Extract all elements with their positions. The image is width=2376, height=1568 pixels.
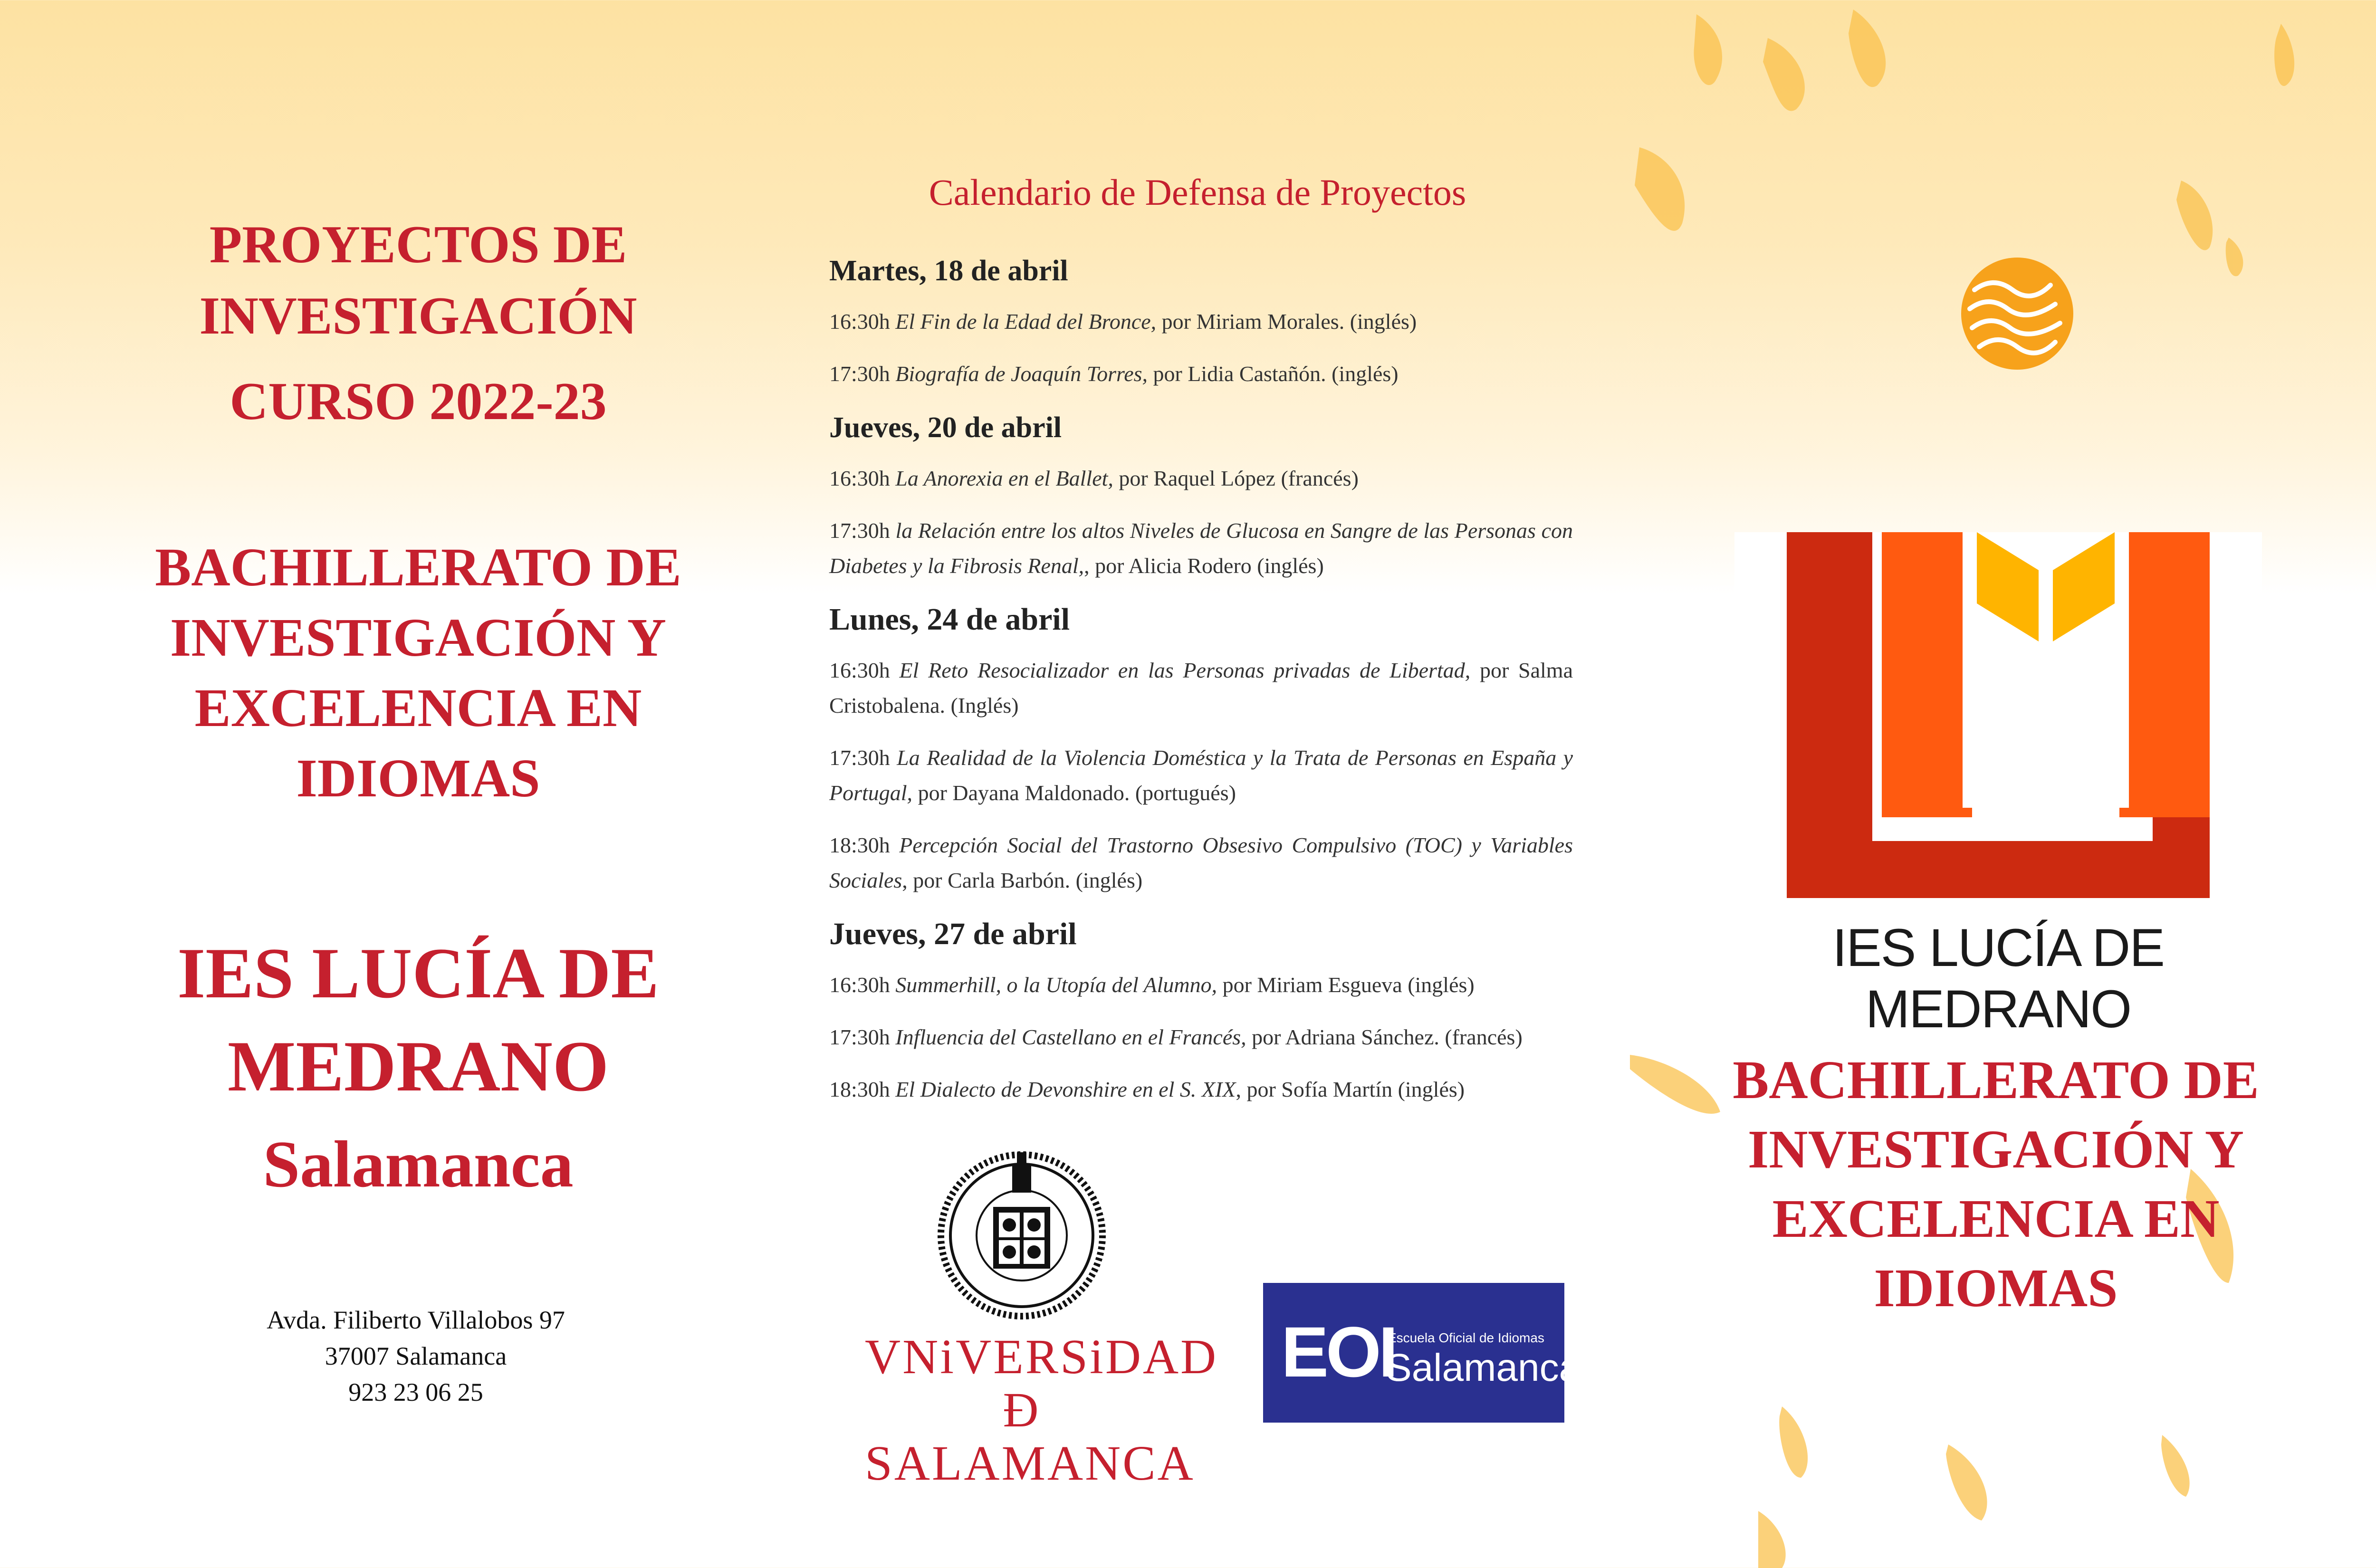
talk-time: 16:30h: [829, 973, 890, 997]
talk-time: 16:30h: [829, 466, 890, 490]
school-name: [0, 927, 836, 1113]
eoi-city: Salamanca: [1386, 1346, 1581, 1389]
title-line-2: INVESTIGACIÓN: [199, 287, 637, 345]
talk-presenter: , por Sofía Martín (inglés): [1236, 1077, 1465, 1101]
address-block: [166, 1302, 665, 1410]
calendar-title: Calendario de Defensa de Proyectos: [929, 172, 1466, 213]
talk-title: la Relación entre los altos Niveles de Glucosa en Sangre de las Personas con Diabetes y la Fibrosis Renal,: [829, 518, 1573, 578]
eoi-acronym: EOI: [1281, 1312, 1396, 1392]
lm-monogram-icon: [1734, 532, 2262, 912]
talk-time: 18:30h: [829, 833, 890, 857]
talk-entry: [829, 828, 1573, 898]
talk-title: La Anorexia en el Ballet,: [895, 466, 1113, 490]
address-street: Avda. Filiberto Villalobos 97: [267, 1306, 565, 1334]
talk-title: El Reto Resocializador en las Personas privadas de Libertad,: [899, 658, 1471, 682]
program-line: INVESTIGACIÓN Y: [170, 607, 667, 668]
talk-time: 17:30h: [829, 518, 890, 543]
day-heading: Jueves, 20 de abril: [829, 411, 1062, 444]
usal-line-2: Ð SALAMANCA: [865, 1383, 1195, 1491]
program-line: EXCELENCIA EN: [194, 678, 642, 738]
talk-time: 17:30h: [829, 1025, 890, 1049]
talk-presenter: por Lidia Castañón. (inglés): [1148, 362, 1399, 386]
talk-presenter: por Salma Cristobalena. (Inglés): [829, 658, 1573, 717]
talk-time: 18:30h: [829, 1077, 890, 1101]
talk-time: 17:30h: [829, 362, 890, 386]
address-phone: 923 23 06 25: [348, 1378, 483, 1406]
talk-presenter: por Dayana Maldonado. (portugués): [912, 781, 1236, 805]
round-emblem-icon: [1960, 257, 2074, 371]
talk-title: El Fin de la Edad del Bronce,: [895, 309, 1157, 334]
program-name: [0, 532, 836, 813]
ies-logo-wordmark: IES LUCÍA DE MEDRANO: [1832, 918, 2165, 1039]
talk-presenter: , por Alicia Rodero (inglés): [1084, 554, 1324, 578]
talk-time: 16:30h: [829, 309, 890, 334]
talk-entry: [829, 1020, 1573, 1055]
course-year: CURSO 2022-23: [230, 372, 607, 431]
talk-entry: [829, 461, 1573, 496]
program-name-right: [1677, 1045, 2314, 1323]
talk-time: 17:30h: [829, 746, 890, 770]
usal-seal-icon: [865, 1145, 1178, 1326]
talk-entry: [829, 653, 1573, 723]
address-postal: 37007 Salamanca: [325, 1342, 507, 1370]
program-line: BACHILLERATO DE: [1733, 1050, 2259, 1110]
program-line: INVESTIGACIÓN Y: [1747, 1119, 2244, 1179]
eoi-full-name: Escuela Oficial de Idiomas: [1388, 1330, 1544, 1345]
program-line: BACHILLERATO DE: [155, 537, 681, 597]
title-line-1: PROYECTOS DE: [209, 215, 627, 274]
city-name: Salamanca: [263, 1128, 574, 1201]
program-line: IDIOMAS: [1874, 1258, 2118, 1318]
talk-presenter: por Raquel López (francés): [1113, 466, 1359, 490]
talk-entry: [829, 740, 1573, 811]
program-line: EXCELENCIA EN: [1772, 1188, 2220, 1249]
talk-title: Percepción Social del Trastorno Obsesivo Compulsivo (TOC) y Variables Sociales: [829, 833, 1573, 892]
left-panel: [0, 0, 836, 1568]
school-line: MEDRANO: [227, 1026, 609, 1106]
projects-title: [0, 209, 836, 437]
talk-entry: [829, 967, 1573, 1003]
talk-title: Summerhill, o la Utopía del Alumno,: [895, 973, 1217, 997]
usal-wordmark: [865, 1329, 1218, 1491]
talk-presenter: por Miriam Esgueva (inglés): [1217, 973, 1475, 997]
talk-presenter: por Adriana Sánchez. (francés): [1246, 1025, 1523, 1049]
day-heading: Jueves, 27 de abril: [829, 917, 1077, 951]
usal-line-1: VNiVERSiDAD: [865, 1329, 1218, 1384]
talk-title: La Realidad de la Violencia Doméstica y la Trata de Personas en España y Portugal,: [829, 746, 1573, 805]
schedule-list: [829, 252, 1573, 1124]
day-heading: Lunes, 24 de abril: [829, 602, 1070, 637]
talk-entry: [829, 1072, 1573, 1107]
talk-presenter: , por Carla Barbón. (inglés): [902, 868, 1143, 892]
school-line: IES LUCÍA DE: [177, 933, 659, 1013]
talk-title: Influencia del Castellano en el Francés,: [895, 1025, 1246, 1049]
talk-entry: [829, 513, 1573, 583]
ies-lucia-de-medrano-logo: [1734, 532, 2262, 1039]
talk-title: Biografía de Joaquín Torres,: [895, 362, 1148, 386]
day-heading: Martes, 18 de abril: [829, 255, 1068, 287]
talk-presenter: por Miriam Morales. (inglés): [1156, 309, 1417, 334]
program-line: IDIOMAS: [296, 748, 540, 808]
eoi-logo: [1263, 1283, 1581, 1423]
talk-time: 16:30h: [829, 658, 890, 682]
talk-entry: [829, 304, 1573, 339]
usal-logo: [865, 1145, 1218, 1491]
talk-entry: [829, 356, 1573, 392]
talk-title: El Dialecto de Devonshire en el S. XIX: [895, 1077, 1236, 1101]
